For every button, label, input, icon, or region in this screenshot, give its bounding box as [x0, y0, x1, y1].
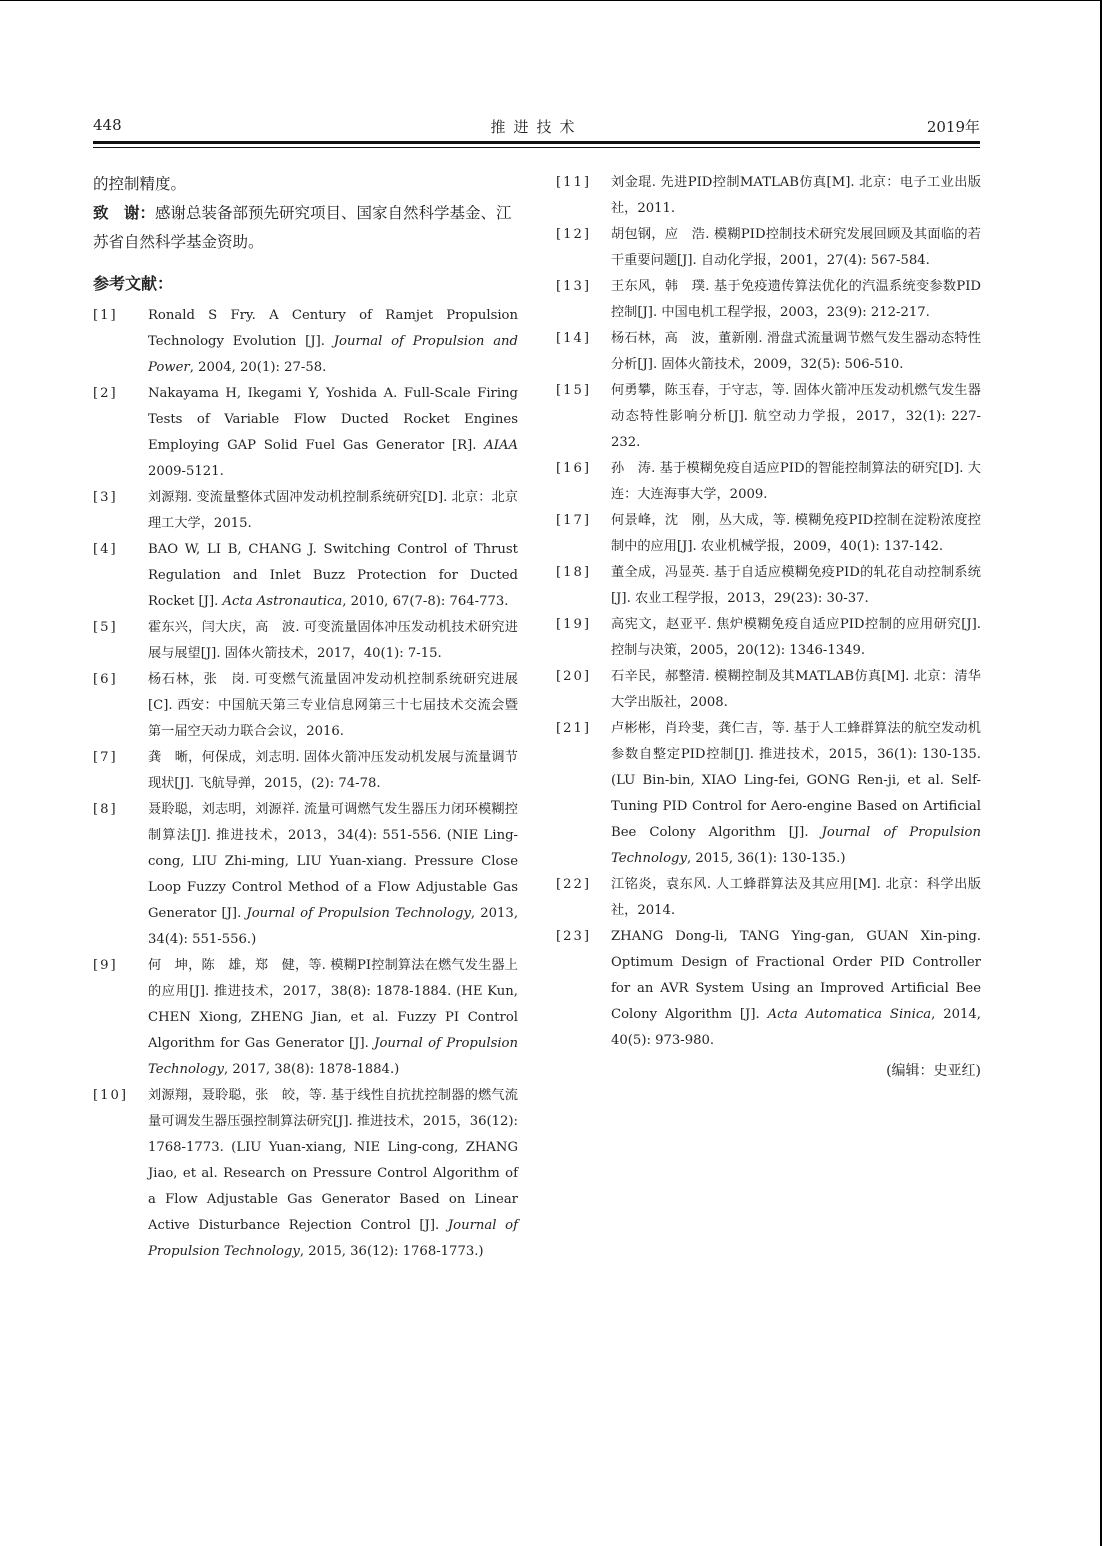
issue-year: 2019年: [926, 118, 980, 136]
reference-item: [556, 560, 981, 612]
reference-tail: , 2004, 20(1): 27-58.: [189, 360, 327, 375]
reference-body: 刘金琨. 先进PID控制MATLAB仿真[M]. 北京：电子工业出版社，2011.: [611, 175, 981, 216]
reference-body: 江铭炎，袁东风. 人工蜂群算法及其应用[M]. 北京：科学出版社，2014.: [611, 877, 981, 918]
reference-number: [15]: [556, 383, 592, 398]
reference-body: 董全成，冯显英. 基于自适应模糊免疫PID的轧花自动控制系统[J]. 农业工程学报，2013，29(23): 30-37.: [611, 565, 981, 606]
reference-body: 何 坤，陈 雄，郑 健，等. 模糊PI控制算法在燃气发生器上的应用[J]. 推进技术，2017，38(8): 1878-1884. (HE Kun, CHEN Xiong, ZHENG Jian, et al. Fuzzy PI Control Algorithm for Gas Generator [J].: [148, 958, 518, 1051]
ack-label: 致 谢：: [93, 204, 156, 222]
reference-item: [93, 953, 518, 1083]
reference-number: [9]: [93, 958, 118, 973]
reference-item: [556, 274, 981, 326]
references-title: 参考文献：: [93, 274, 174, 293]
reference-number: [19]: [556, 617, 592, 632]
reference-journal: Acta Astronautica: [222, 594, 343, 609]
reference-tail: , 2013, 34(4): 551-556.): [148, 906, 519, 947]
reference-text: [148, 615, 518, 667]
references-list-right: [556, 170, 981, 1054]
reference-number: [1]: [93, 308, 118, 323]
acknowledgement: [93, 199, 518, 257]
reference-tail: , 2014, 40(5): 973-980.: [611, 1007, 981, 1048]
references-list-left: [93, 303, 518, 1265]
reference-journal: Journal of Propulsion Technology: [148, 1218, 518, 1259]
reference-text: [611, 924, 981, 1054]
reference-item: [93, 745, 518, 797]
reference-item: [556, 924, 981, 1054]
reference-number: [7]: [93, 750, 118, 765]
reference-journal: Journal of Propulsion Technology: [611, 825, 981, 866]
reference-body: 胡包钢，应 浩. 模糊PID控制技术研究发展回顾及其面临的若干重要问题[J]. 自动化学报，2001，27(4): 567-584.: [611, 227, 981, 268]
reference-text: [148, 1083, 518, 1265]
reference-body: 何景峰，沈 刚，丛大成，等. 模糊免疫PID控制在淀粉浓度控制中的应用[J]. 农业机械学报，2009，40(1): 137-142.: [611, 513, 981, 554]
page-number: 448: [93, 116, 122, 134]
reference-number: [16]: [556, 461, 592, 476]
reference-item: [556, 612, 981, 664]
reference-number: [11]: [556, 175, 592, 190]
journal-name: 推进技术: [490, 118, 583, 136]
left-column: [93, 170, 518, 1265]
reference-item: [556, 872, 981, 924]
reference-body: 孙 涛. 基于模糊免疫自适应PID的智能控制算法的研究[D]. 大连：大连海事大学，2009.: [611, 461, 981, 502]
reference-text: [611, 222, 981, 274]
reference-body: 刘源翔，聂聆聪，张 皎，等. 基于线性自抗扰控制器的燃气流量可调发生器压强控制算法研究[J]. 推进技术，2015，36(12): 1768-1773. (LIU Yuan-xiang, NIE Ling-cong, ZHANG Jiao, et al. Research on Pressure Control Algorithm of a Flow Adjustable Gas Generator Based on Linear Active Disturbance Rejection Control [J].: [148, 1088, 518, 1233]
header-rule-thick: [93, 141, 980, 144]
reference-body: BAO W, LI B, CHANG J. Switching Control of Thrust Regulation and Inlet Buzz Protection for Ducted Rocket [J].: [148, 542, 518, 609]
intro-line: 的控制精度。: [93, 175, 187, 193]
reference-item: [93, 303, 518, 381]
editor-credit: (编辑：史亚红): [886, 1063, 981, 1079]
reference-body: 霍东兴，闫大庆，高 波. 可变流量固体冲压发动机技术研究进展与展望[J]. 固体火箭技术，2017，40(1): 7-15.: [148, 620, 518, 661]
reference-number: [20]: [556, 669, 592, 684]
reference-text: [611, 664, 981, 716]
reference-item: [556, 716, 981, 872]
reference-number: [6]: [93, 672, 118, 687]
reference-text: [611, 274, 981, 326]
reference-item: [556, 326, 981, 378]
reference-number: [18]: [556, 565, 592, 580]
reference-text: [148, 797, 518, 953]
reference-journal: AIAA: [484, 438, 518, 453]
reference-body: 刘源翔. 变流量整体式固冲发动机控制系统研究[D]. 北京：北京理工大学，2015.: [148, 490, 518, 531]
reference-text: [611, 456, 981, 508]
reference-number: [8]: [93, 802, 118, 817]
running-header: [93, 116, 980, 140]
reference-number: [5]: [93, 620, 118, 635]
reference-number: [14]: [556, 331, 592, 346]
reference-text: [611, 508, 981, 560]
reference-body: 龚 晰，何保成，刘志明. 固体火箭冲压发动机发展与流量调节现状[J]. 飞航导弹，2015，(2): 74-78.: [148, 750, 518, 791]
reference-number: [4]: [93, 542, 118, 557]
reference-text: [611, 612, 981, 664]
reference-text: [148, 745, 518, 797]
ack-text: 感谢总装备部预先研究项目、国家自然科学基金、江苏省自然科学基金资助。: [93, 204, 512, 251]
reference-tail: , 2017, 38(8): 1878-1884.): [223, 1062, 400, 1077]
reference-body: 高宪文，赵亚平. 焦炉模糊免疫自适应PID控制的应用研究[J]. 控制与决策，2005，20(12): 1346-1349.: [611, 617, 981, 658]
reference-body: 杨石林，高 波，董新刚. 滑盘式流量调节燃气发生器动态特性分析[J]. 固体火箭技术，2009，32(5): 506-510.: [611, 331, 981, 372]
reference-text: [148, 381, 518, 485]
reference-journal: Journal of Propulsion Technology: [148, 1036, 518, 1077]
reference-tail: 2009-5121.: [148, 464, 224, 479]
reference-journal: Journal of Propulsion Technology: [246, 906, 471, 921]
reference-journal: Acta Automatica Sinica: [767, 1007, 932, 1022]
reference-text: [148, 485, 518, 537]
reference-item: [93, 615, 518, 667]
reference-body: Nakayama H, Ikegami Y, Yoshida A. Full-Scale Firing Tests of Variable Flow Ducted Rocket Engines Employing GAP Solid Fuel Gas Generator [R].: [148, 386, 518, 453]
reference-text: [611, 378, 981, 456]
reference-tail: , 2010, 67(7-8): 764-773.: [342, 594, 509, 609]
reference-number: [12]: [556, 227, 592, 242]
reference-text: [148, 953, 518, 1083]
reference-item: [93, 381, 518, 485]
reference-text: [611, 326, 981, 378]
reference-body: 聂聆聪，刘志明，刘源祥. 流量可调燃气发生器压力闭环模糊控制算法[J]. 推进技术，2013，34(4): 551-556. (NIE Ling-cong, LIU Zhi-ming, LIU Yuan-xiang. Pressure Close Loop Fuzzy Control Method of a Flow Adjustable Gas Generator [J].: [148, 802, 518, 921]
reference-body: 石辛民，郝整清. 模糊控制及其MATLAB仿真[M]. 北京：清华大学出版社，2008.: [611, 669, 981, 710]
reference-item: [556, 508, 981, 560]
reference-item: [556, 456, 981, 508]
reference-text: [611, 872, 981, 924]
reference-body: 卢彬彬，肖玲斐，龚仁吉，等. 基于人工蜂群算法的航空发动机参数自整定PID控制[J]. 推进技术，2015，36(1): 130-135. (LU Bin-bin, XIAO Ling-fei, GONG Ren-ji, et al. Self-Tuning PID Control for Aero-engine Based on Artificial Bee Colony Algorithm [J].: [611, 721, 981, 840]
reference-text: [148, 537, 518, 615]
reference-number: [3]: [93, 490, 118, 505]
reference-body: 杨石林，张 岗. 可变燃气流量固冲发动机控制系统研究进展[C]. 西安：中国航天第三专业信息网第三十七届技术交流会暨第一届空天动力联合会议，2016.: [148, 672, 518, 739]
header-rule-thin: [93, 147, 980, 148]
reference-item: [93, 485, 518, 537]
reference-body: Ronald S Fry. A Century of Ramjet Propulsion Technology Evolution [J].: [148, 308, 518, 349]
reference-number: [10]: [93, 1088, 129, 1103]
reference-item: [556, 378, 981, 456]
reference-item: [93, 537, 518, 615]
reference-text: [148, 303, 518, 381]
reference-text: [148, 667, 518, 745]
intro-text: [93, 170, 518, 257]
reference-item: [93, 667, 518, 745]
reference-body: 王东风，韩 璞. 基于免疫遗传算法优化的汽温系统变参数PID控制[J]. 中国电机工程学报，2003，23(9): 212-217.: [611, 279, 981, 320]
reference-item: [93, 1083, 518, 1265]
reference-item: [556, 222, 981, 274]
reference-tail: , 2015, 36(1): 130-135.): [686, 851, 846, 866]
reference-item: [556, 664, 981, 716]
reference-body: 何勇攀，陈玉春，于守志，等. 固体火箭冲压发动机燃气发生器动态特性影响分析[J]. 航空动力学报，2017，32(1): 227-232.: [611, 383, 981, 450]
reference-number: [23]: [556, 929, 592, 944]
reference-item: [556, 170, 981, 222]
reference-text: [611, 170, 981, 222]
reference-body: ZHANG Dong-li, TANG Ying-gan, GUAN Xin-ping. Optimum Design of Fractional Order PID Controller for an AVR System Using an Improved Artificial Bee Colony Algorithm [J].: [611, 929, 981, 1022]
reference-tail: , 2015, 36(12): 1768-1773.): [299, 1244, 484, 1259]
reference-number: [21]: [556, 721, 592, 736]
right-column: [556, 170, 981, 1084]
reference-item: [93, 797, 518, 953]
reference-journal: Journal of Propulsion and Power: [148, 334, 518, 375]
reference-number: [2]: [93, 386, 118, 401]
reference-text: [611, 716, 981, 872]
reference-number: [22]: [556, 877, 592, 892]
page-frame-top: [0, 0, 1102, 1]
reference-number: [17]: [556, 513, 592, 528]
reference-text: [611, 560, 981, 612]
reference-number: [13]: [556, 279, 592, 294]
